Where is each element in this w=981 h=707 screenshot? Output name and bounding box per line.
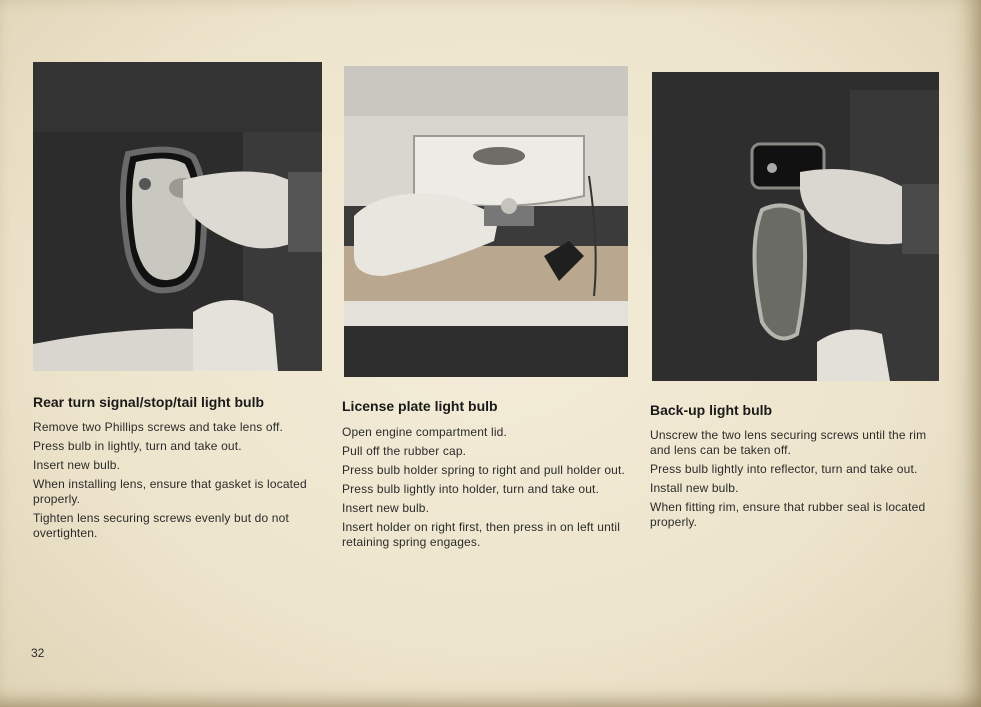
rear-turn-signal-steps	[33, 420, 322, 545]
license-plate-light-photo	[344, 66, 628, 377]
rear-turn-signal-photo	[33, 62, 322, 371]
step-text: Press bulb lightly into reflector, turn and take out.	[650, 462, 918, 476]
back-up-light-heading: Back-up light bulb	[650, 402, 773, 418]
license-plate-light-heading: License plate light bulb	[342, 398, 498, 414]
step-text: Press bulb holder spring to right and pull holder out.	[342, 463, 625, 477]
step-text: Remove two Phillips screws and take lens off.	[33, 420, 283, 434]
step-text: Press bulb in lightly, turn and take out.	[33, 439, 242, 453]
step-text: When installing lens, ensure that gasket is located properly.	[33, 477, 307, 506]
step-text: When fitting rim, ensure that rubber seal is located properly.	[650, 500, 926, 529]
step-text: Pull off the rubber cap.	[342, 444, 467, 458]
step-text: Insert new bulb.	[342, 501, 430, 515]
step-text: Insert new bulb.	[33, 458, 121, 472]
license-plate-light-steps	[342, 425, 628, 554]
step-text: Open engine compartment lid.	[342, 425, 507, 439]
step-text: Unscrew the two lens securing screws until the rim and lens can be taken off.	[650, 428, 927, 457]
back-up-light-steps	[650, 428, 938, 534]
page-number: 32	[31, 646, 45, 660]
step-text: Insert holder on right first, then press in on left until retaining spring engages.	[342, 520, 621, 549]
step-text: Press bulb lightly into holder, turn and take out.	[342, 482, 599, 496]
step-text: Tighten lens securing screws evenly but do not overtighten.	[33, 511, 289, 540]
step-text: Install new bulb.	[650, 481, 739, 495]
back-up-light-photo	[652, 72, 939, 381]
rear-turn-signal-heading: Rear turn signal/stop/tail light bulb	[33, 394, 265, 410]
